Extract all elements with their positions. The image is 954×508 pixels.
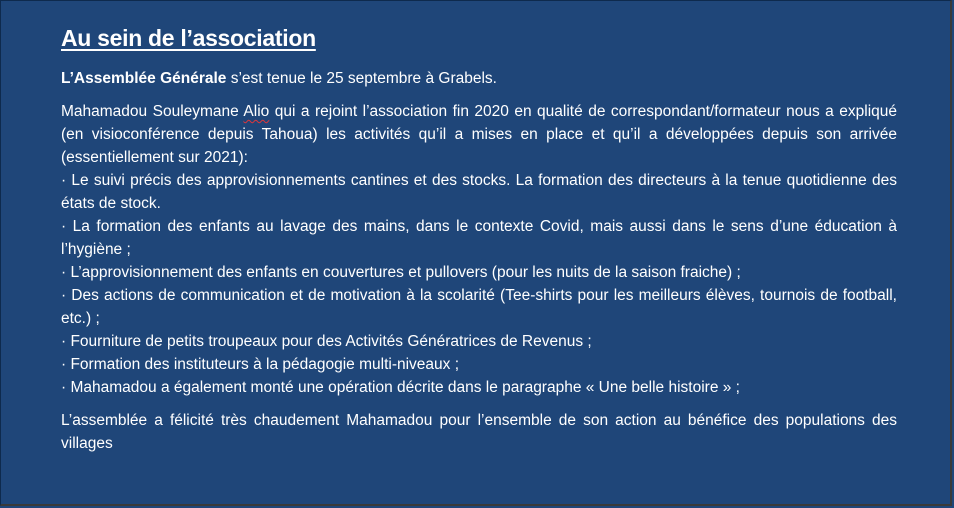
section-title: Au sein de l’association (61, 25, 316, 51)
closing-paragraph: L’assemblée a félicité très chaudement Mahamadou pour l’ensemble de son action au bénéfice des populations des villages (61, 412, 897, 452)
list-item: · Mahamadou a également monté une opération décrite dans le paragraphe « Une belle histoire » ; (61, 379, 740, 396)
activity-list (61, 169, 897, 399)
intro-rest: s’est tenue le 25 septembre à Grabels. (226, 70, 497, 87)
list-item: · L’approvisionnement des enfants en couvertures et pullovers (pour les nuits de la saison fraiche) ; (61, 264, 741, 281)
spellcheck-word: Alio (243, 103, 270, 120)
body-paragraph (61, 100, 897, 169)
intro-bold: L’Assemblée Générale (61, 70, 227, 87)
list-item: · Le suivi précis des approvisionnements cantines et des stocks. La formation des directeurs à la tenue quotidienne des états de stock. (61, 172, 897, 212)
list-item: · La formation des enfants au lavage des mains, dans le contexte Covid, mais aussi dans le sens d’une éducation à l’hygiène ; (61, 218, 897, 258)
body-before-name: Mahamadou Souleymane (61, 103, 244, 120)
list-item: · Des actions de communication et de motivation à la scolarité (Tee-shirts pour les meilleurs élèves, tournois de football, etc.) ; (61, 287, 897, 327)
list-item: · Formation des instituteurs à la pédagogie multi-niveaux ; (61, 356, 460, 373)
list-item: · Fourniture de petits troupeaux pour des Activités Génératrices de Revenus ; (61, 333, 592, 350)
content-block (61, 23, 897, 455)
intro-paragraph (61, 67, 897, 90)
body-after-name: qui a rejoint l’association fin 2020 en qualité de correspondant/formateur nous a expliqué (en visioconférence depuis Tahoua) les activités qu’il a mises en place et qu’il a développées depuis son arrivée (essentiellement sur 2021): (61, 103, 897, 166)
